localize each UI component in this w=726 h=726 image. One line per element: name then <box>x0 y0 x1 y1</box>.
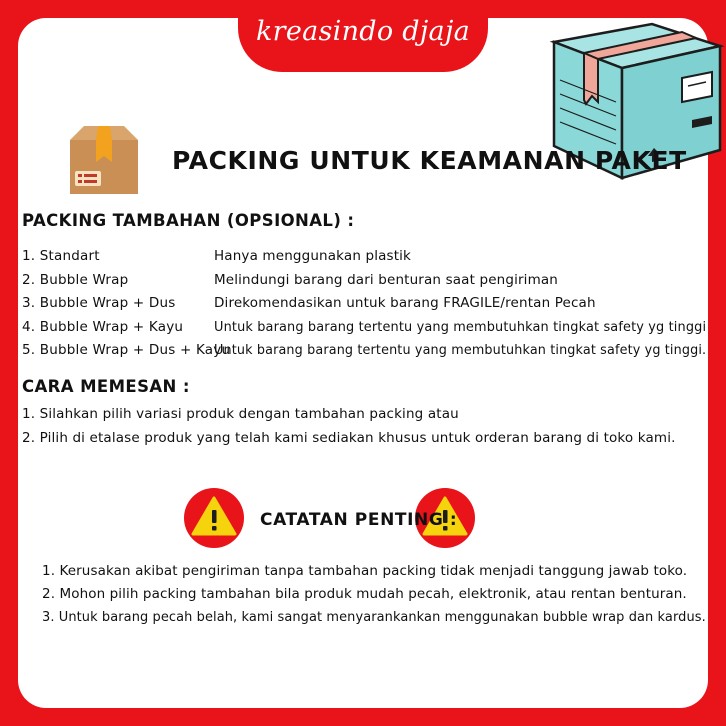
packing-heading: PACKING TAMBAHAN (OPSIONAL) : <box>22 211 355 230</box>
note-item: 2. Mohon pilih packing tambahan bila produk mudah pecah, elektronik, atau rentan benturan. <box>42 586 687 602</box>
cardboard-box-icon <box>66 122 142 198</box>
packing-row-desc: Direkomendasikan untuk barang FRAGILE/rentan Pecah <box>214 295 596 311</box>
packing-row-label: 3. Bubble Wrap + Dus <box>22 295 176 311</box>
order-step: 1. Silahkan pilih variasi produk dengan tambahan packing atau <box>22 406 459 422</box>
note-item: 3. Untuk barang pecah belah, kami sangat menyarankankan menggunakan bubble wrap dan kardus. <box>42 609 706 625</box>
notes-heading: CATATAN PENTING : <box>260 510 458 530</box>
order-heading: CARA MEMESAN : <box>22 377 190 396</box>
packing-row-desc: Melindungi barang dari benturan saat pengiriman <box>214 272 559 288</box>
page-title: PACKING UNTUK KEAMANAN PAKET <box>172 146 687 175</box>
packing-row-label: 5. Bubble Wrap + Dus + Kayu <box>22 342 231 358</box>
note-item: 1. Kerusakan akibat pengiriman tanpa tambahan packing tidak menjadi tanggung jawab toko. <box>42 563 688 579</box>
packing-row-desc: Untuk barang barang tertentu yang membutuhkan tingkat safety yg tinggi. <box>214 342 707 358</box>
order-step: 2. Pilih di etalase produk yang telah kami sediakan khusus untuk orderan barang di toko kami. <box>22 430 676 446</box>
packing-row-desc: Hanya menggunakan plastik <box>214 248 412 264</box>
packing-row-label: 4. Bubble Wrap + Kayu <box>22 319 184 335</box>
packing-row-label: 1. Standart <box>22 248 100 264</box>
brand-name: kreasindo djaja <box>255 16 471 47</box>
packing-row-desc: Untuk barang barang tertentu yang membutuhkan tingkat safety yg tinggi <box>214 319 707 335</box>
warning-triangle-icon <box>183 487 245 549</box>
packing-row-label: 2. Bubble Wrap <box>22 272 129 288</box>
